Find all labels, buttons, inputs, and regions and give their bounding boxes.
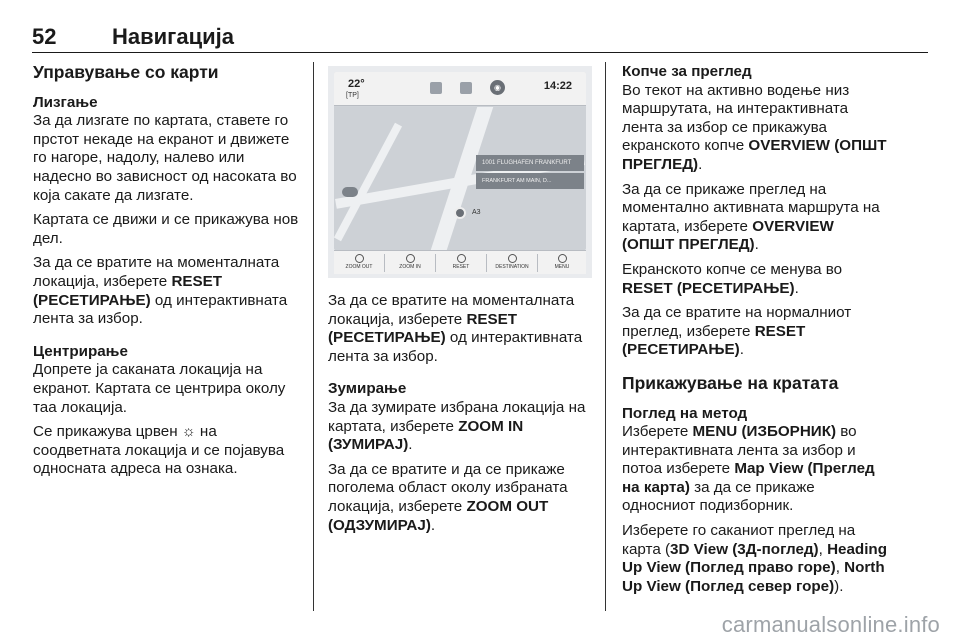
nav-icon xyxy=(430,82,442,94)
text-run: . xyxy=(408,436,413,454)
map-road xyxy=(334,123,402,242)
subheading-scroll: Лизгање xyxy=(33,93,98,111)
zoom-in-button[interactable] xyxy=(385,251,435,275)
text-run: За да се вратите на моменталната локација, изберете xyxy=(33,254,280,290)
media-icon: ◉ xyxy=(490,80,505,95)
subheading-view-method: Поглед на метод xyxy=(622,404,748,422)
route-label-2: FRANKFURT AM MAIN, D... xyxy=(476,173,584,189)
bold-text-zoom-in: ZOOM IN (ЗУМИРАЈ) xyxy=(328,417,524,454)
bold-text-overview: OVERVIEW (ОПШТ ПРЕГЛЕД) xyxy=(622,217,834,254)
heading-map-display: Прикажување на кратата xyxy=(622,372,839,393)
bold-text-3d-view: 3D View (3Д-поглед) xyxy=(670,540,819,558)
reset-icon xyxy=(457,254,466,263)
text-run: за да се прикаже односниот подизборник. xyxy=(622,478,815,515)
temperature-readout: 22° xyxy=(348,78,365,90)
interactive-selector-bar xyxy=(334,250,586,274)
text-run: . xyxy=(430,516,436,534)
overview-paragraph-1 xyxy=(622,82,890,175)
text-run: Изберете го саканиот преглед на карта ( xyxy=(622,522,856,558)
heading-map-handling: Управување со карти xyxy=(33,62,219,82)
road-label: A3 xyxy=(472,209,481,216)
destination-button[interactable] xyxy=(487,251,537,275)
bold-text-reset: RESET (РЕСЕТИРАЊЕ) xyxy=(328,310,518,347)
center-paragraph-2: Се прикажува црвен ☼ на соодветната локација и се појавува односната адреса на ознака. xyxy=(33,423,285,478)
menu-label: MENU xyxy=(554,264,570,270)
bold-text-menu: MENU (ИЗБОРНИК) xyxy=(692,423,837,441)
page-number: 52 xyxy=(32,24,57,49)
column-divider-1 xyxy=(313,62,314,611)
center-paragraph-1: Допрете ја саканата локација на екранот. Картата се центрира околу таа локација. xyxy=(33,361,286,416)
text-run: ). xyxy=(834,577,844,595)
column-3 xyxy=(622,63,890,602)
text-run: , xyxy=(835,559,845,577)
zoom-in-label: ZOOM IN xyxy=(399,264,421,270)
bold-text-overview: OVERVIEW (ОПШТ ПРЕГЛЕД) xyxy=(622,137,887,173)
scroll-paragraph-2: Картата се движи и се прикажува нов дел. xyxy=(33,211,299,247)
bold-text-zoom-out: ZOOM OUT (ОДЗУМИРАЈ) xyxy=(328,497,549,534)
page-header xyxy=(32,22,928,52)
column-divider-2 xyxy=(605,62,606,611)
method-paragraph-2 xyxy=(622,522,890,596)
text-run: од интерактивната лента за избор. xyxy=(328,329,583,365)
menu-icon xyxy=(558,254,567,263)
overview-paragraph-3 xyxy=(622,261,890,298)
column-1 xyxy=(33,63,303,485)
vehicle-position-icon xyxy=(454,207,466,219)
clock-readout: 14:22 xyxy=(543,80,572,92)
screen-display xyxy=(334,72,586,250)
method-paragraph-1 xyxy=(622,423,890,516)
bold-text-heading-up: Heading Up View (Поглед право горе) xyxy=(622,540,887,577)
zoom-out-label: ZOOM OUT xyxy=(345,264,373,270)
text-run: Екранското копче се менува во xyxy=(622,260,843,278)
zoom-out-button[interactable] xyxy=(334,251,384,275)
zoom-in-icon xyxy=(406,254,415,263)
map-area xyxy=(334,107,586,250)
text-run: Изберете xyxy=(622,423,693,441)
text-run: , xyxy=(818,540,828,558)
phone-icon xyxy=(460,82,472,94)
text-run: . xyxy=(698,155,703,173)
text-run: За да се вратите на нормалниот преглед, изберете xyxy=(622,304,852,340)
section-title: Навигација xyxy=(112,24,234,49)
overview-paragraph-2 xyxy=(622,181,890,255)
reset-paragraph xyxy=(328,292,593,366)
column-2 xyxy=(328,292,593,541)
scroll-paragraph-1: За да лизгате по картата, ставете го прстот некаде на екранот и движете го нагоре, надолу, налево или надесно во зависност од насоката во која сакате да лизгате. xyxy=(33,112,297,204)
text-run: во интерактивната лента за избор и потоа изберете xyxy=(622,423,857,478)
text-run: . xyxy=(794,279,799,297)
navigation-screen-illustration xyxy=(328,66,592,278)
header-rule xyxy=(32,52,928,53)
bold-text-reset: RESET (РЕСЕТИРАЊЕ) xyxy=(622,279,795,297)
zoom-paragraph-2 xyxy=(328,461,593,535)
subheading-zoom: Зумирање xyxy=(328,380,407,398)
text-run: Во текот на активно водење низ маршрутата, на интерактивната лента за избор се прикажува екранското копче xyxy=(622,81,850,155)
menu-button[interactable] xyxy=(538,251,586,275)
bold-text-reset: RESET (РЕСЕТИРАЊЕ) xyxy=(622,322,806,359)
text-run: . xyxy=(754,236,759,254)
destination-icon xyxy=(508,254,517,263)
watermark: carmanualsonline.info xyxy=(721,612,940,637)
subheading-center: Центрирање xyxy=(33,342,128,360)
text-run: . xyxy=(739,341,744,359)
zoom-out-icon xyxy=(355,254,364,263)
text-run: За да се вратите на моменталната локација, изберете xyxy=(328,292,575,328)
text-run: За да се прикаже преглед на моментално активната маршрута на картата, изберете xyxy=(622,180,880,235)
zoom-paragraph-1 xyxy=(328,399,593,455)
text-run: од интерактивната лента за избор. xyxy=(33,291,288,328)
reset-button[interactable] xyxy=(436,251,486,275)
overview-paragraph-4 xyxy=(622,304,890,360)
text-run: За да се вратите и да се прикаже поголема област околу избраната локација, изберете xyxy=(328,460,568,515)
subheading-overview: Копче за преглед xyxy=(622,63,752,80)
text-run: За да зумирате избрана локација на картата, изберете xyxy=(328,398,586,435)
route-label-1: 1001 FLUGHAFEN FRANKFURT xyxy=(476,155,584,171)
location-pin-icon xyxy=(342,187,358,197)
reset-label: RESET xyxy=(452,264,470,270)
bold-text-north-up: North Up View (Поглед север горе) xyxy=(622,559,885,595)
bold-text-map-view: Map View (Преглед на карта) xyxy=(622,460,875,496)
scroll-paragraph-3 xyxy=(33,254,303,328)
tp-label: [TP] xyxy=(346,92,359,99)
screen-top-bar xyxy=(334,72,586,106)
bold-text-reset: RESET (РЕСЕТИРАЊЕ) xyxy=(33,272,223,309)
destination-label: DESTINATION xyxy=(495,264,529,270)
